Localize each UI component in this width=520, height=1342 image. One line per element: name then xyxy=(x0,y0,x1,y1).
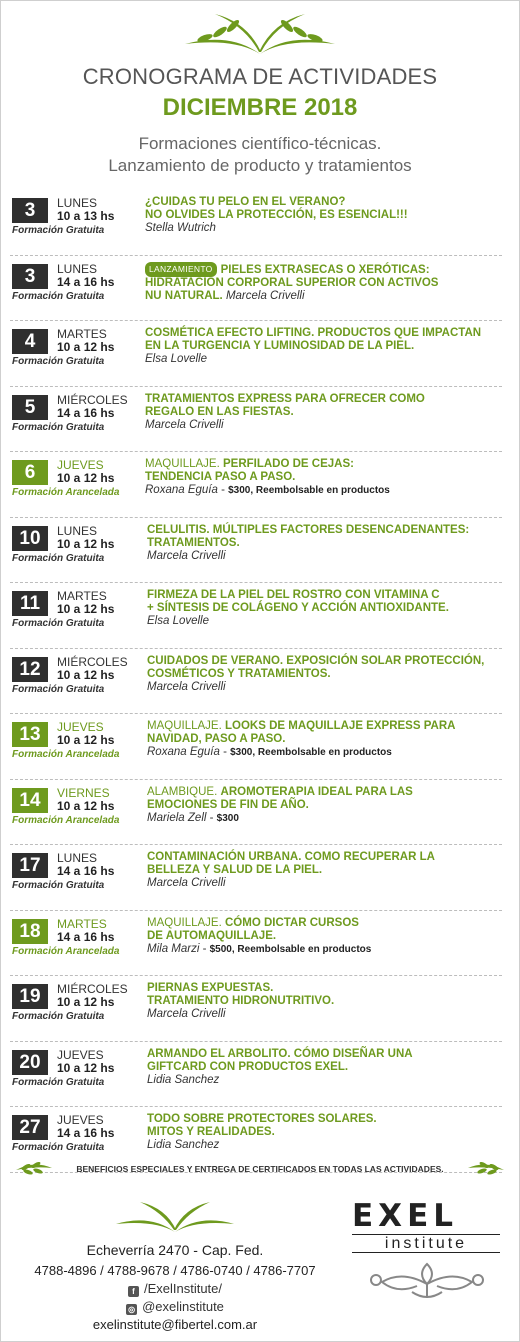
facebook-handle: /ExelInstitute/ xyxy=(143,1281,223,1296)
address: Echeverría 2470 - Cap. Fed. xyxy=(86,1242,264,1258)
event-type: Formación Gratuita xyxy=(12,618,105,629)
event-line-2 xyxy=(147,602,507,615)
event-row xyxy=(10,649,502,715)
event-line-1 xyxy=(147,720,507,733)
event-date: 17 xyxy=(12,853,48,878)
event-line-2 xyxy=(147,930,507,943)
event-title-2: TRATAMIENTO HIDRONUTRITIVO. xyxy=(147,995,335,1007)
event-title-2: BELLEZA Y SALUD DE LA PIEL. xyxy=(147,864,323,876)
fern-right-icon xyxy=(466,1158,506,1178)
event-line-1 xyxy=(147,982,507,995)
event-line-1 xyxy=(145,393,505,406)
event-line-2 xyxy=(147,668,507,681)
event-line-3 xyxy=(145,484,505,497)
event-line-3 xyxy=(147,746,507,759)
event-date: 13 xyxy=(12,722,48,747)
event-line-3 xyxy=(145,419,505,432)
event-line-1 xyxy=(147,851,507,864)
price-separator: - xyxy=(206,811,217,824)
event-line-1 xyxy=(145,262,505,277)
price-separator: - xyxy=(219,746,231,758)
event-row xyxy=(10,845,502,911)
event-description xyxy=(147,917,507,956)
event-type: Formación Gratuita xyxy=(12,225,105,236)
flourish-ornament-icon xyxy=(362,1260,492,1302)
event-description xyxy=(145,327,505,366)
event-type: Formación Gratuita xyxy=(12,1076,105,1088)
event-date: 6 xyxy=(12,460,48,485)
event-speaker: Lidia Sanchez xyxy=(147,1073,220,1086)
event-time: 14 a 16 hs xyxy=(57,274,115,289)
event-category: ALAMBIQUE. xyxy=(147,785,218,798)
event-type: Formación Gratuita xyxy=(12,683,105,695)
event-row xyxy=(10,976,502,1042)
fern-ornament-icon xyxy=(175,8,345,56)
event-time: 10 a 12 hs xyxy=(57,733,115,747)
event-type: Formación Arancelada xyxy=(12,749,120,760)
event-time: 14 a 16 hs xyxy=(57,864,115,878)
event-line-2 xyxy=(145,340,505,353)
event-description xyxy=(145,196,505,235)
event-date: 27 xyxy=(12,1115,48,1140)
event-date: 14 xyxy=(12,788,48,813)
instagram-icon: ◎ xyxy=(126,1304,137,1315)
event-title-1: PIERNAS EXPUESTAS. xyxy=(147,982,274,994)
event-title-2: TRATAMIENTOS. xyxy=(147,536,240,549)
event-title-1: TODO SOBRE PROTECTORES SOLARES. xyxy=(147,1113,377,1125)
event-title-2: TENDENCIA PASO A PASO. xyxy=(145,471,296,483)
event-line-3 xyxy=(147,812,507,825)
event-day: MIÉRCOLES xyxy=(57,392,128,407)
event-line-3 xyxy=(147,1074,507,1087)
event-row xyxy=(10,1042,502,1108)
event-line-3 xyxy=(147,550,507,563)
event-description xyxy=(145,458,505,497)
event-line-1 xyxy=(145,327,505,340)
event-time: 10 a 13 hs xyxy=(57,209,115,223)
event-title-1: CÓMO DICTAR CURSOS xyxy=(224,916,359,929)
event-description xyxy=(145,262,505,303)
event-description xyxy=(147,720,507,759)
event-day: LUNES xyxy=(57,851,98,865)
event-row xyxy=(10,518,502,584)
event-line-2 xyxy=(147,1061,507,1074)
event-speaker: Elsa Lovelle xyxy=(147,615,210,627)
event-title-1: PIELES EXTRASECAS O XERÓTICAS: xyxy=(220,263,430,276)
event-line-1 xyxy=(147,589,507,602)
event-speaker: Stella Wutrich xyxy=(145,222,216,234)
facebook-link[interactable] xyxy=(0,1281,350,1297)
event-title-2: NAVIDAD, PASO A PASO. xyxy=(147,733,286,745)
event-speaker: Elsa Lovelle xyxy=(145,353,208,365)
fern-bottom-icon xyxy=(110,1198,240,1234)
event-title-1: LOOKS DE MAQUILLAJE EXPRESS PARA xyxy=(224,720,456,732)
event-price: $500, Reembolsable en productos xyxy=(209,943,372,955)
event-line-2 xyxy=(145,277,505,290)
event-line-3 xyxy=(147,1008,507,1021)
event-description xyxy=(147,589,507,628)
event-date: 3 xyxy=(12,198,48,223)
event-line-2 xyxy=(147,799,507,812)
event-line-1 xyxy=(147,524,507,537)
event-day: MIÉRCOLES xyxy=(57,982,128,996)
event-type: Formación Arancelada xyxy=(12,945,120,957)
event-title-2: DE AUTOMAQUILLAJE. xyxy=(147,929,277,942)
event-day: MARTES xyxy=(57,589,107,603)
event-title-2: MITOS Y REALIDADES. xyxy=(147,1126,275,1138)
event-price: $300, Reembolsable en productos xyxy=(228,485,390,496)
event-day: LUNES xyxy=(57,196,98,210)
event-line-3 xyxy=(145,222,505,235)
logo-wordmark: EXEL xyxy=(352,1198,459,1234)
event-row xyxy=(10,780,502,846)
event-day: JUEVES xyxy=(57,720,104,734)
benefits-note: BENEFICIOS ESPECIALES Y ENTREGA DE CERTIFICADOS EN TODAS LAS ACTIVIDADES. xyxy=(76,1164,444,1174)
event-date: 12 xyxy=(12,657,48,682)
event-type: Formación Gratuita xyxy=(12,421,105,433)
event-speaker: Lidia Sanchez xyxy=(147,1139,220,1151)
event-row xyxy=(10,1107,502,1173)
event-type: Formación Gratuita xyxy=(12,356,105,367)
price-separator: - xyxy=(199,942,210,955)
event-title-1: CUIDADOS DE VERANO. EXPOSICIÓN SOLAR PROTECCIÓN, xyxy=(147,654,485,667)
event-line-3 xyxy=(147,1139,507,1152)
event-line-1 xyxy=(145,458,505,471)
event-title-1: AROMOTERAPIA IDEAL PARA LAS xyxy=(220,785,413,798)
event-speaker: Mariela Zell xyxy=(147,811,207,824)
event-day: MARTES xyxy=(57,916,107,931)
event-type: Formación Gratuita xyxy=(12,552,105,564)
event-line-2 xyxy=(145,209,505,222)
month-heading: DICIEMBRE 2018 xyxy=(162,94,358,121)
event-category: MAQUILLAJE. xyxy=(147,916,222,929)
event-date: 4 xyxy=(12,329,48,354)
event-time: 10 a 12 hs xyxy=(57,1060,115,1075)
event-speaker: Roxana Eguía xyxy=(147,746,220,758)
event-time: 10 a 12 hs xyxy=(57,536,115,551)
event-title-1: ARMANDO EL ARBOLITO. CÓMO DISEÑAR UNA xyxy=(147,1047,413,1060)
event-line-2 xyxy=(147,537,507,550)
event-date: 19 xyxy=(12,984,48,1009)
event-title-2: EMOCIONES DE FIN DE AÑO. xyxy=(147,798,309,811)
event-line-2 xyxy=(145,406,505,419)
event-title-1: COSMÉTICA EFECTO LIFTING. PRODUCTOS QUE IMPACTAN xyxy=(145,327,482,339)
event-title-2: HIDRATACIÓN CORPORAL SUPERIOR CON ACTIVOS xyxy=(145,276,439,289)
event-date: 10 xyxy=(12,526,48,551)
logo-subtitle: institute xyxy=(352,1234,500,1253)
event-speaker: Mila Marzi xyxy=(147,942,200,955)
event-price: $300 xyxy=(216,812,239,824)
event-time: 14 a 16 hs xyxy=(57,405,115,420)
event-row xyxy=(10,387,502,453)
event-time: 10 a 12 hs xyxy=(57,667,115,682)
launch-badge: LANZAMIENTO xyxy=(145,262,217,277)
event-title-2: + SÍNTESIS DE COLÁGENO Y ACCIÓN ANTIOXIDANTE. xyxy=(147,602,449,614)
event-description xyxy=(147,786,507,825)
event-category: MAQUILLAJE. xyxy=(145,458,220,470)
event-description xyxy=(147,851,507,890)
event-type: Formación Gratuita xyxy=(12,290,105,302)
event-day: VIERNES xyxy=(57,785,110,800)
event-speaker: Roxana Eguía xyxy=(145,484,218,496)
event-description xyxy=(147,524,507,563)
event-day: MIÉRCOLES xyxy=(57,654,128,669)
event-line-1 xyxy=(147,1048,507,1061)
event-title-1: CONTAMINACIÓN URBANA. COMO RECUPERAR LA xyxy=(147,851,435,863)
event-description xyxy=(147,982,507,1021)
event-row xyxy=(10,321,502,387)
event-line-1 xyxy=(147,786,507,799)
phone-numbers: 4788-4896 / 4788-9678 / 4786-0740 / 4786-7707 xyxy=(34,1263,316,1278)
event-row xyxy=(10,256,502,322)
event-line-2 xyxy=(145,471,505,484)
event-speaker: Marcela Crivelli xyxy=(147,1008,226,1020)
event-time: 10 a 12 hs xyxy=(57,798,115,813)
event-price: $300, Reembolsable en productos xyxy=(230,747,392,758)
event-time: 10 a 12 hs xyxy=(57,471,115,485)
event-description xyxy=(147,1048,507,1087)
event-row xyxy=(10,452,502,518)
event-time: 10 a 12 hs xyxy=(57,995,115,1009)
event-row xyxy=(10,583,502,649)
event-type: Formación Gratuita xyxy=(12,1142,105,1153)
event-title-2: COSMÉTICOS Y TRATAMIENTOS. xyxy=(147,667,331,680)
event-speaker: Marcela Crivelli xyxy=(147,549,226,562)
event-date: 3 xyxy=(12,264,48,289)
event-type: Formación Gratuita xyxy=(12,1011,105,1022)
email-link[interactable]: exelinstitute@fibertel.com.ar xyxy=(92,1317,258,1332)
event-description xyxy=(145,393,505,432)
event-title-3: NU NATURAL. xyxy=(145,289,223,302)
event-line-3 xyxy=(147,681,507,694)
event-line-2 xyxy=(147,864,507,877)
event-speaker: Marcela Crivelli xyxy=(147,877,226,889)
event-time: 14 a 16 hs xyxy=(57,929,115,944)
event-title-2: EN LA TURGENCIA Y LUMINOSIDAD DE LA PIEL. xyxy=(145,340,415,352)
event-line-2 xyxy=(147,1126,507,1139)
subtitle-line-2: Lanzamiento de producto y tratamientos xyxy=(108,156,412,175)
event-line-2 xyxy=(147,995,507,1008)
event-time: 14 a 16 hs xyxy=(57,1126,115,1140)
exel-logo xyxy=(352,1200,500,1253)
event-type: Formación Arancelada xyxy=(12,814,120,826)
event-title-1: FIRMEZA DE LA PIEL DEL ROSTRO CON VITAMINA C xyxy=(147,589,440,601)
event-line-3 xyxy=(147,877,507,890)
event-title-2: REGALO EN LAS FIESTAS. xyxy=(145,405,294,418)
instagram-handle: @exelinstitute xyxy=(142,1299,224,1314)
facebook-icon: f xyxy=(128,1286,139,1297)
event-line-3 xyxy=(147,615,507,628)
price-separator: - xyxy=(217,484,229,496)
event-title-1: TRATAMIENTOS EXPRESS PARA OFRECER COMO xyxy=(145,392,425,405)
event-row xyxy=(10,190,502,256)
event-line-1 xyxy=(147,1113,507,1126)
event-description xyxy=(147,655,507,694)
event-line-1 xyxy=(145,196,505,209)
event-date: 11 xyxy=(12,591,48,616)
event-day: MARTES xyxy=(57,327,107,341)
event-title-1: ¿CUIDAS TU PELO EN EL VERANO? xyxy=(145,196,346,208)
event-date: 20 xyxy=(12,1050,48,1075)
event-title-2: NO OLVIDES LA PROTECCIÓN, ES ESENCIAL!!! xyxy=(145,209,408,221)
instagram-link[interactable] xyxy=(0,1299,350,1315)
event-speaker: Marcela Crivelli xyxy=(225,289,305,302)
event-day: JUEVES xyxy=(57,458,104,472)
event-date: 5 xyxy=(12,395,48,420)
event-title-2: GIFTCARD CON PRODUCTOS EXEL. xyxy=(147,1060,349,1073)
event-date: 18 xyxy=(12,919,48,944)
event-description xyxy=(147,1113,507,1152)
event-type: Formación Gratuita xyxy=(12,880,105,891)
event-line-1 xyxy=(147,655,507,668)
event-line-3 xyxy=(147,943,507,956)
event-day: LUNES xyxy=(57,523,98,538)
event-line-3 xyxy=(145,290,505,303)
event-type: Formación Arancelada xyxy=(12,487,120,498)
event-day: LUNES xyxy=(57,261,98,276)
events-list xyxy=(10,190,502,1173)
event-time: 10 a 12 hs xyxy=(57,602,115,616)
event-speaker: Marcela Crivelli xyxy=(145,418,224,431)
event-row xyxy=(10,911,502,977)
event-day: JUEVES xyxy=(57,1047,104,1062)
event-day: JUEVES xyxy=(57,1113,104,1127)
event-speaker: Marcela Crivelli xyxy=(147,680,226,693)
event-line-2 xyxy=(147,733,507,746)
page-title: CRONOGRAMA DE ACTIVIDADES xyxy=(82,64,438,89)
event-row xyxy=(10,714,502,780)
event-title-1: CELULITIS. MÚLTIPLES FACTORES DESENCADENANTES: xyxy=(147,523,470,536)
subtitle-line-1: Formaciones científico-técnicas. xyxy=(138,134,382,153)
event-line-3 xyxy=(145,353,505,366)
event-line-1 xyxy=(147,917,507,930)
event-time: 10 a 12 hs xyxy=(57,340,115,354)
event-category: MAQUILLAJE. xyxy=(147,720,222,732)
event-title-1: PERFILADO DE CEJAS: xyxy=(222,458,354,470)
